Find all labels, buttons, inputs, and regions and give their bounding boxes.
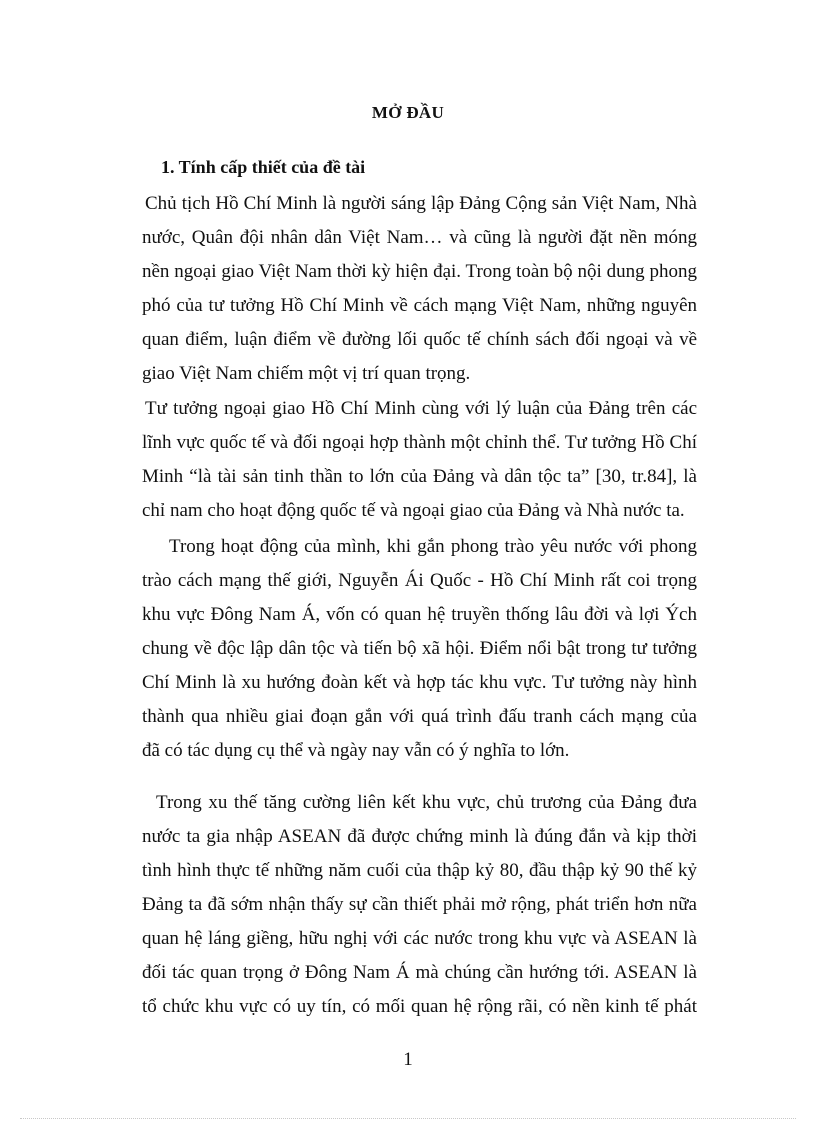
paragraph-line: chỉ nam cho hoạt động quốc tế và ngoại giao của Đảng và Nhà nước ta. bbox=[142, 500, 685, 521]
paragraph-line: chung về độc lập dân tộc và tiến bộ xã hội. Điểm nổi bật trong tư tưởng bbox=[142, 638, 697, 659]
paragraph-1 bbox=[142, 187, 697, 391]
paragraph-line: Tư tưởng ngoại giao Hồ Chí Minh cùng với lý luận của Đảng trên các bbox=[145, 398, 697, 419]
paragraph-line: khu vực Đông Nam Á, vốn có quan hệ truyền thống lâu đời và lợi Ých bbox=[142, 604, 697, 625]
paragraph-line: phó của tư tưởng Hồ Chí Minh về cách mạng Việt Nam, những nguyên bbox=[142, 295, 697, 316]
section-heading: 1. Tính cấp thiết của đề tài bbox=[161, 157, 366, 177]
paragraph-line: nước ta gia nhập ASEAN đã được chứng minh là đúng đắn và kịp thời bbox=[142, 826, 697, 847]
paragraph-line: Trong hoạt động của mình, khi gắn phong trào yêu nước với phong bbox=[169, 536, 697, 557]
paragraph-line: quan điểm, luận điểm về đường lối quốc tế chính sách đối ngoại và về bbox=[142, 329, 697, 350]
paragraph-line: nước, Quân đội nhân dân Việt Nam… và cũng là người đặt nền móng bbox=[142, 227, 697, 248]
paragraph-line: giao Việt Nam chiếm một vị trí quan trọng. bbox=[142, 363, 471, 384]
paragraph-line: Chí Minh là xu hướng đoàn kết và hợp tác khu vực. Tư tưởng này hình bbox=[142, 672, 697, 693]
paragraph-line: Minh “là tài sản tinh thần to lớn của Đảng và dân tộc ta” [30, tr.84], là bbox=[142, 466, 697, 487]
paragraph-line: Chủ tịch Hồ Chí Minh là người sáng lập Đảng Cộng sản Việt Nam, Nhà bbox=[145, 193, 697, 214]
paragraph-3 bbox=[142, 530, 697, 768]
paragraph-line: lĩnh vực quốc tế và đối ngoại hợp thành một chỉnh thể. Tư tưởng Hồ Chí bbox=[142, 432, 697, 453]
paragraph-4 bbox=[142, 786, 697, 1024]
page-number: 1 bbox=[403, 1049, 413, 1070]
paragraph-line: đã có tác dụng cụ thể và ngày nay vẫn có ý nghĩa to lớn. bbox=[142, 740, 570, 761]
paragraph-line: trào cách mạng thế giới, Nguyễn Ái Quốc - Hồ Chí Minh rất coi trọng bbox=[142, 570, 697, 591]
paragraph-line: Đảng ta đã sớm nhận thấy sự cần thiết phải mở rộng, phát triển hơn nữa bbox=[142, 894, 697, 915]
page-title: MỞ ĐẦU bbox=[371, 103, 445, 122]
paragraph-2 bbox=[142, 392, 697, 528]
paragraph-line: nền ngoại giao Việt Nam thời kỳ hiện đại. Trong toàn bộ nội dung phong bbox=[142, 261, 697, 282]
paragraph-line: Trong xu thế tăng cường liên kết khu vực, chủ trương của Đảng đưa bbox=[156, 792, 697, 813]
page-bottom-rule bbox=[20, 1118, 796, 1119]
paragraph-line: tổ chức khu vực có uy tín, có mối quan hệ rộng rãi, có nền kinh tế phát bbox=[142, 996, 697, 1017]
paragraph-line: đối tác quan trọng ở Đông Nam Á mà chúng cần hướng tới. ASEAN là bbox=[142, 962, 697, 983]
paragraph-line: thành qua nhiều giai đoạn gắn với quá trình đấu tranh cách mạng của bbox=[142, 706, 697, 727]
paragraph-line: tình hình thực tế những năm cuối của thập kỷ 80, đầu thập kỷ 90 thế kỷ bbox=[142, 860, 697, 881]
paragraph-line: quan hệ láng giềng, hữu nghị với các nước trong khu vực và ASEAN là bbox=[142, 928, 697, 949]
